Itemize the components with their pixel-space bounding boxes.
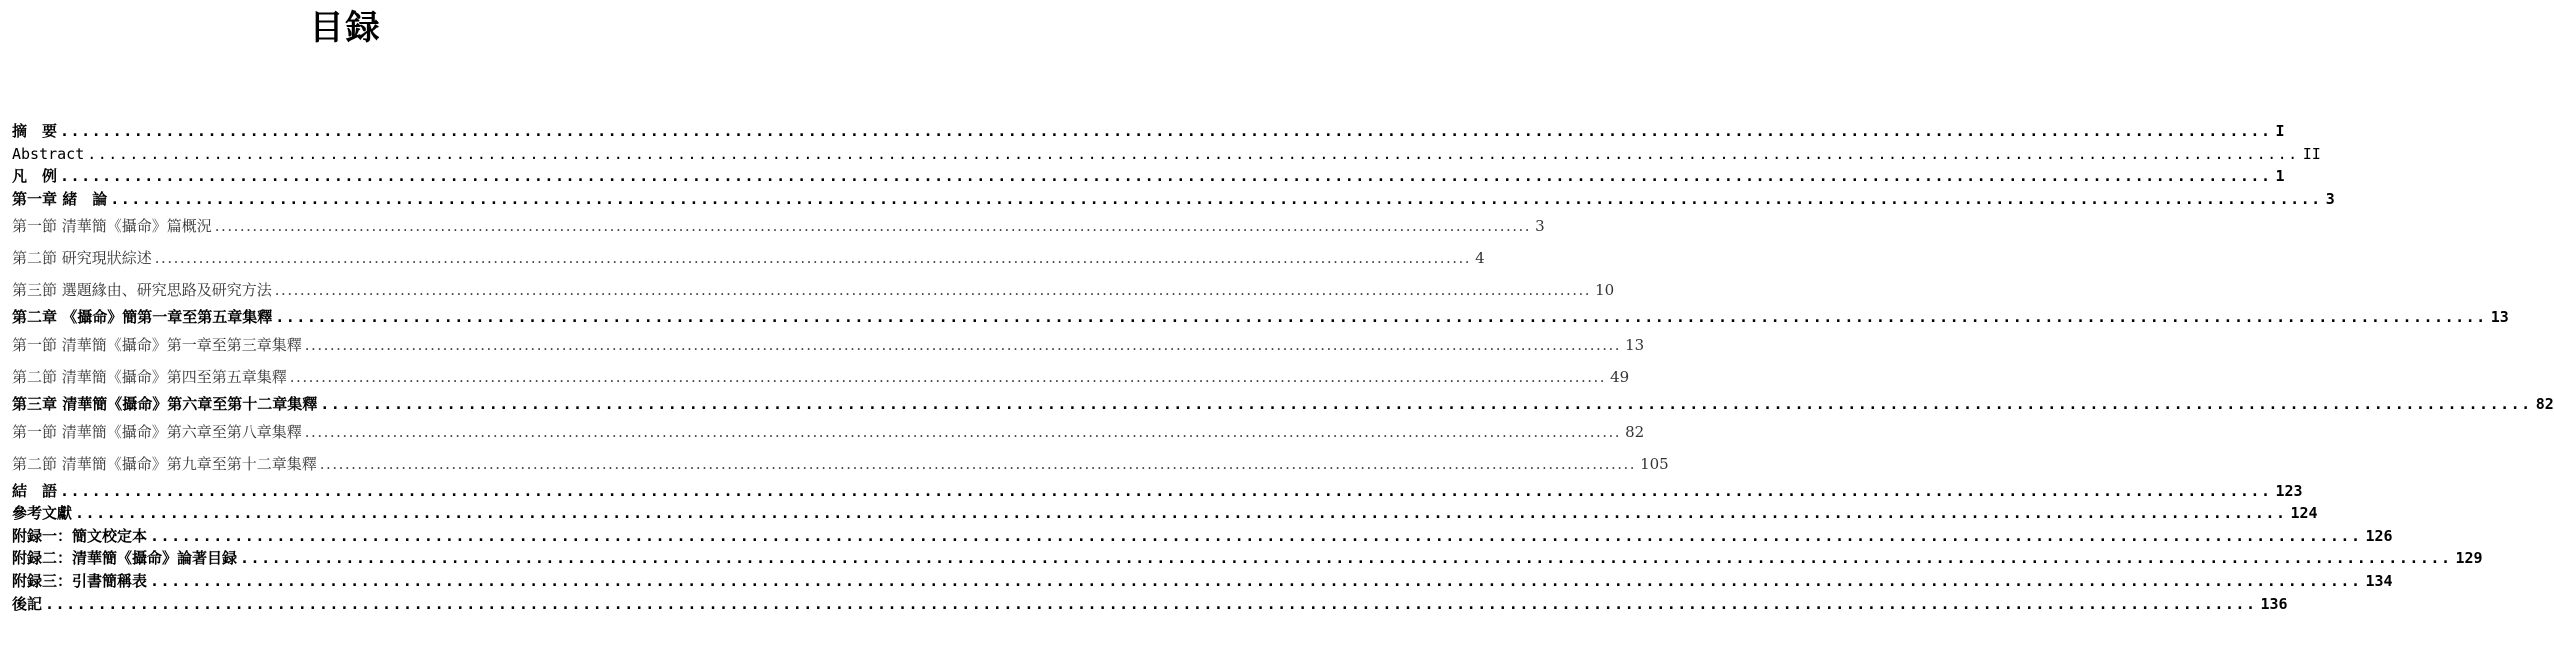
toc-entry-page: 123 — [2275, 481, 2303, 500]
toc-entry-page: II — [2302, 144, 2321, 163]
toc-entry-page: 136 — [2260, 594, 2288, 613]
toc-entry-label: 第二節 清華簡《攝命》第九章至第十二章集釋 — [12, 454, 317, 473]
toc-entry-page: 3 — [2325, 189, 2335, 208]
toc-entry-label: 附録三：引書簡稱表 — [12, 571, 148, 590]
toc-entry-page: 134 — [2365, 571, 2393, 590]
toc-entry-chapter-2[interactable] — [12, 306, 2509, 329]
toc-entry-label: 後記 — [12, 594, 43, 613]
toc-entry-label: Abstract — [12, 144, 85, 163]
toc-entry-section-1-2[interactable] — [12, 242, 1485, 274]
toc-entry-label: 摘 要 — [12, 122, 58, 140]
page-title: 目録 — [309, 8, 382, 48]
toc-leader-dots: .................................................................................................................................................................................................................. — [60, 481, 2272, 500]
toc-entry-chapter-1[interactable] — [12, 188, 2335, 211]
toc-entry-page: 3 — [1535, 217, 1545, 236]
toc-entry-label: 參考文獻 — [12, 504, 73, 523]
toc-leader-dots: .................................................................................................................................................................................................................. — [45, 594, 2257, 613]
toc-leader-dots: .................................................................................................................................................................................................................. — [87, 144, 2299, 163]
toc-leader-dots: .................................................................................................................................................................................................................. — [275, 308, 2487, 327]
toc-leader-dots: .................................................................................................................................................................................................................. — [319, 454, 1637, 473]
toc-entry-abstract-zh[interactable] — [12, 120, 2285, 143]
toc-entry-page: 13 — [1625, 335, 1645, 354]
toc-leader-dots: .................................................................................................................................................................................................................. — [60, 122, 2272, 140]
toc-leader-dots: .................................................................................................................................................................................................................. — [150, 526, 2362, 545]
toc-entry-conclusion[interactable] — [12, 480, 2303, 503]
toc-entry-page: 13 — [2490, 308, 2509, 327]
toc-entry-page: 4 — [1475, 249, 1485, 268]
toc-entry-page: 49 — [1610, 367, 1630, 386]
toc-entry-appendix-3[interactable] — [12, 570, 2393, 593]
toc-leader-dots: .................................................................................................................................................................................................................. — [110, 189, 2322, 208]
toc-entry-label: 第一節 清華簡《攝命》篇概況 — [12, 217, 212, 236]
toc-entry-postscript[interactable] — [12, 593, 2288, 616]
toc-leader-dots: .................................................................................................................................................................................................................. — [75, 504, 2287, 523]
toc-entry-label: 第一節 清華簡《攝命》第六章至第八章集釋 — [12, 422, 302, 441]
toc-entry-section-3-2[interactable] — [12, 448, 1669, 480]
toc-entry-label: 第一節 清華簡《攝命》第一章至第三章集釋 — [12, 335, 302, 354]
toc-entry-appendix-2[interactable] — [12, 547, 2483, 570]
toc-entry-page: 105 — [1640, 454, 1669, 473]
toc-entry-label: 附録一：簡文校定本 — [12, 526, 148, 545]
toc-entry-label: 第二章 《攝命》簡第一章至第五章集釋 — [12, 308, 273, 327]
toc-leader-dots: .................................................................................................................................................................................................................. — [150, 571, 2362, 590]
toc-leader-dots: .................................................................................................................................................................................................................. — [304, 335, 1622, 354]
toc-leader-dots: .................................................................................................................................................................................................................. — [240, 549, 2452, 568]
toc-entry-label: 第二節 研究現狀綜述 — [12, 249, 152, 268]
toc-entry-bibliography[interactable] — [12, 502, 2318, 525]
toc-entry-page: 10 — [1595, 281, 1615, 300]
toc-entry-label: 第一章 緒 論 — [12, 189, 108, 208]
toc-leader-dots: .................................................................................................................................................................................................................. — [274, 281, 1592, 300]
toc-leader-dots: .................................................................................................................................................................................................................. — [154, 249, 1472, 268]
toc-entry-label: 凡 例 — [12, 167, 58, 186]
toc-leader-dots: .................................................................................................................................................................................................................. — [320, 394, 2532, 413]
toc-entry-page: 126 — [2365, 526, 2393, 545]
toc-leader-dots: .................................................................................................................................................................................................................. — [60, 167, 2272, 186]
toc-entry-label: 附録二：清華簡《攝命》論著目録 — [12, 549, 238, 568]
toc-entry-abstract-en[interactable] — [12, 143, 2321, 166]
toc-entry-chapter-3[interactable] — [12, 393, 2554, 416]
toc-entry-section-1-3[interactable] — [12, 274, 1615, 306]
toc-entry-conventions[interactable] — [12, 165, 2285, 188]
toc-entry-label: 第三章 清華簡《攝命》第六章至第十二章集釋 — [12, 394, 318, 413]
toc-entry-section-2-2[interactable] — [12, 361, 1630, 393]
toc-entry-page: 129 — [2455, 549, 2483, 568]
toc-entry-page: 1 — [2275, 167, 2285, 186]
toc-entry-appendix-1[interactable] — [12, 525, 2393, 548]
toc-entry-label: 第二節 清華簡《攝命》第四至第五章集釋 — [12, 367, 287, 386]
toc-entry-page: I — [2275, 122, 2285, 140]
table-of-contents — [12, 120, 2554, 615]
toc-entry-label: 結 語 — [12, 481, 58, 500]
toc-entry-label: 第三節 選題緣由、研究思路及研究方法 — [12, 281, 272, 300]
toc-leader-dots: .................................................................................................................................................................................................................. — [289, 367, 1607, 386]
toc-entry-section-3-1[interactable] — [12, 416, 1645, 448]
toc-entry-page: 82 — [2535, 394, 2554, 413]
toc-leader-dots: .................................................................................................................................................................................................................. — [304, 422, 1622, 441]
toc-leader-dots: .................................................................................................................................................................................................................. — [214, 217, 1532, 236]
toc-entry-page: 124 — [2290, 504, 2318, 523]
toc-entry-page: 82 — [1625, 422, 1645, 441]
toc-entry-section-2-1[interactable] — [12, 329, 1645, 361]
toc-entry-section-1-1[interactable] — [12, 210, 1545, 242]
